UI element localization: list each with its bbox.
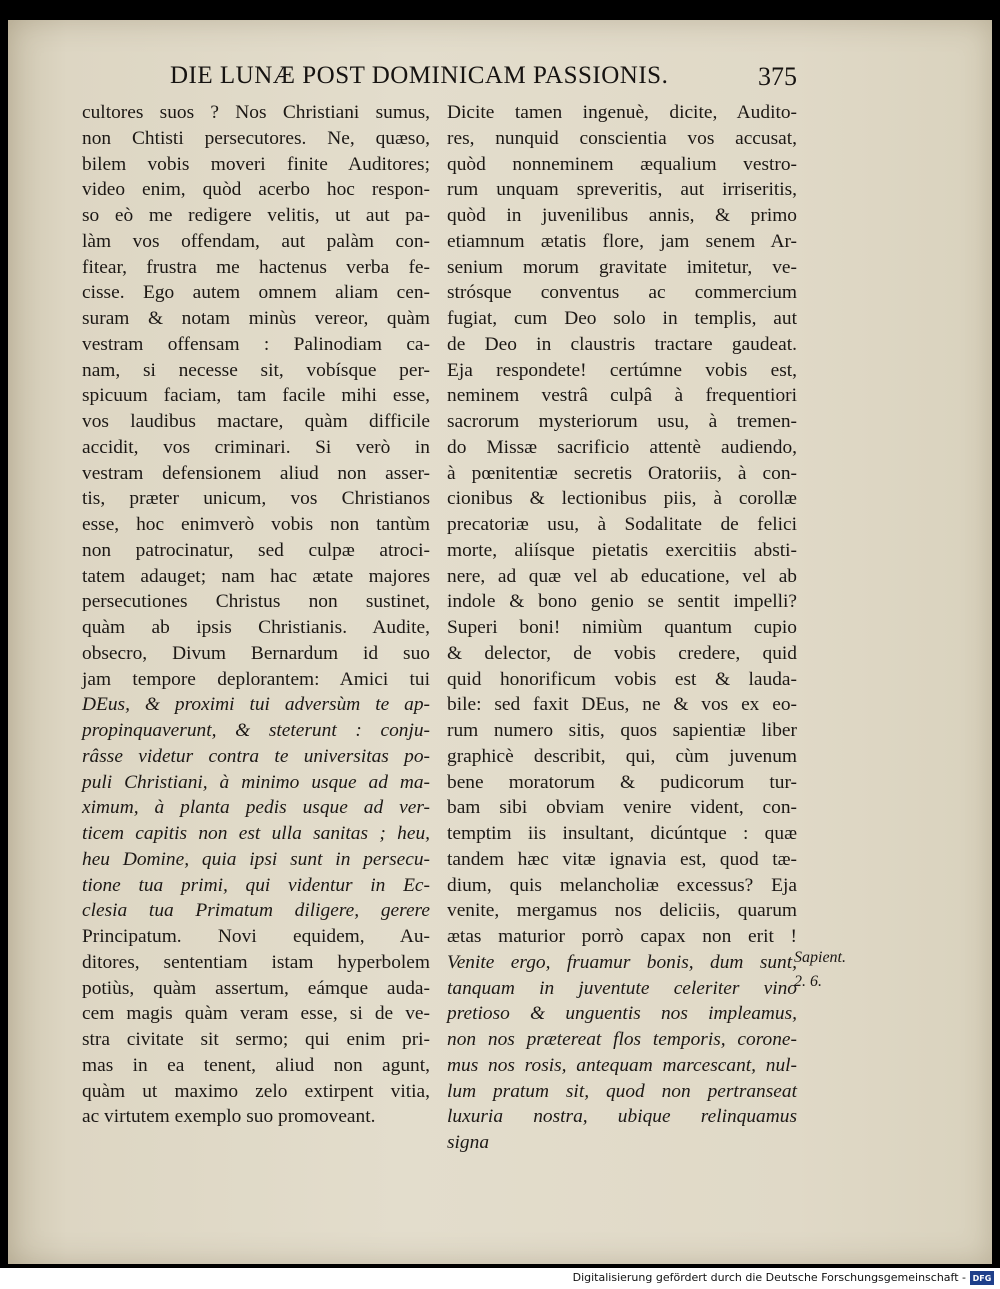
text-line: quid honorificum vobis est & lauda-: [447, 668, 797, 690]
text-line: tanquam in juventute celeriter vino: [447, 977, 797, 999]
text-line: Principatum. Novi equidem, Au-: [82, 926, 430, 947]
text-line: de Deo in claustris tractare gaudeat.: [447, 333, 797, 355]
text-line: râsse videtur contra te universitas po-: [82, 745, 430, 767]
text-line: Dicite tamen ingenuè, dicite, Audito-: [447, 102, 797, 123]
text-line: tione tua primi, qui videntur in Ec-: [82, 874, 430, 896]
text-line: nere, ad quæ vel ab educatione, vel ab: [447, 565, 797, 587]
text-line: morte, aliísque pietatis exercitiis absti-: [447, 539, 797, 561]
text-line: non Chtisti persecutores. Ne, quæso,: [82, 127, 430, 149]
text-line: so eò me redigere velitis, ut aut pa-: [82, 205, 430, 226]
text-line: ætas maturior porrò capax non erit !: [447, 926, 797, 947]
left-text-column: [82, 100, 430, 1130]
text-line: quàm ab ipsis Christianis. Audite,: [82, 617, 430, 638]
text-line: quàm ut maximo zelo extirpent vitia,: [82, 1080, 430, 1102]
text-line: persecutiones Christus non sustinet,: [82, 591, 430, 613]
text-line: venite, mergamus nos deliciis, quarum: [447, 900, 797, 922]
text-line: cisse. Ego autem omnem aliam cen-: [82, 282, 430, 304]
footer-bar: [0, 1268, 1000, 1289]
text-line: potiùs, quàm assertum, eámque auda-: [82, 977, 430, 999]
text-line: accidit, vos criminari. Si verò in: [82, 436, 430, 458]
text-line: mus nos rosis, antequam marcescant, nul-: [447, 1054, 797, 1076]
text-line: à pœnitentiæ secretis Oratoriis, à con-: [447, 462, 797, 484]
text-line: signa: [447, 1132, 490, 1153]
text-line: propinquaverunt, & steterunt : conju-: [82, 720, 430, 741]
text-line: DEus, & proximi tui adversùm te ap-: [82, 694, 430, 716]
text-line: neminem vestrâ culpâ à frequentiori: [447, 385, 797, 407]
text-line: tandem hæc vitæ ignavia est, quod tæ-: [447, 848, 797, 870]
text-line: quòd in juvenilibus annis, & primo: [447, 205, 797, 226]
text-line: ticem capitis non est ulla sanitas ; heu,: [82, 823, 430, 844]
text-line: strósque conventus ac commercium: [447, 282, 797, 304]
text-line: spicuum faciam, tam facile mihi esse,: [82, 385, 430, 407]
funding-notice: Digitalisierung gefördert durch die Deutsche Forschungsgemeinschaft -: [572, 1271, 966, 1284]
text-line: senium morum gravitate imitetur, ve-: [447, 256, 797, 278]
text-line: mas in ea tenent, aliud non agunt,: [82, 1054, 430, 1076]
text-line: heu Domine, quia ipsi sunt in persecu-: [82, 848, 430, 870]
text-line: video enim, quòd acerbo hoc respon-: [82, 179, 430, 201]
text-line: vos laudibus mactare, quàm difficile: [82, 411, 430, 432]
text-line: bilem vobis moveri finite Auditores;: [82, 153, 430, 175]
text-line: do Missæ sacrificio attentè audiendo,: [447, 436, 797, 458]
text-line: Venite ergo, fruamur bonis, dum sunt,: [447, 951, 797, 973]
text-line: pretioso & unguentis nos impleamus,: [447, 1003, 797, 1025]
text-line: cem magis quàm veram esse, si de ve-: [82, 1003, 430, 1025]
marginal-citation-line: Sapient.: [794, 949, 846, 966]
text-line: Superi boni! nimiùm quantum cupio: [447, 617, 797, 638]
text-line: jam tempore deplorantem: Amici tui: [82, 668, 430, 690]
text-line: Eja respondete! certúmne vobis est,: [447, 359, 797, 381]
running-head: DIE LUNÆ POST DOMINICAM PASSIONIS.: [170, 62, 669, 89]
text-line: bam sibi obviam venire vident, con-: [447, 797, 797, 819]
text-line: quòd nonneminem æqualium vestro-: [447, 153, 797, 175]
text-line: res, nunquid conscientia vos accusat,: [447, 127, 797, 149]
text-line: luxuria nostra, ubique relinquamus: [447, 1106, 797, 1128]
page-number: 375: [758, 62, 797, 91]
text-line: fugiat, cum Deo solo in templis, aut: [447, 308, 797, 329]
text-line: clesia tua Primatum diligere, gerere: [82, 900, 430, 922]
marginal-citation: [794, 946, 846, 994]
text-line: làm vos offendam, aut palàm con-: [82, 230, 430, 252]
dfg-logo-icon: DFG: [970, 1271, 994, 1285]
text-line: etiamnum ætatis flore, jam senem Ar-: [447, 230, 797, 252]
text-line: obsecro, Divum Bernardum id suo: [82, 642, 430, 664]
text-line: dium, quis melancholiæ excessus? Eja: [447, 874, 797, 896]
text-line: cultores suos ? Nos Christiani sumus,: [82, 102, 430, 123]
text-line: tatem adauget; nam hac ætate majores: [82, 565, 430, 587]
text-line: fitear, frustra me hactenus verba fe-: [82, 256, 430, 278]
text-line: stra civitate sit sermo; qui enim pri-: [82, 1029, 430, 1050]
text-line: vestram offensam : Palinodiam ca-: [82, 333, 430, 355]
text-line: ac virtutem exemplo suo promoveant.: [82, 1106, 376, 1128]
text-line: indole & bono genio se sentit impelli?: [447, 591, 797, 613]
text-line: & delector, de vobis credere, quid: [447, 642, 797, 664]
text-line: tis, præter unicum, vos Christianos: [82, 488, 430, 510]
text-line: suram & notam minùs vereor, quàm: [82, 308, 430, 329]
text-line: bile: sed faxit DEus, ne & vos ex eo-: [447, 694, 797, 716]
text-line: non patrocinatur, sed culpæ atroci-: [82, 539, 430, 561]
text-line: ximum, à planta pedis usque ad ver-: [82, 797, 430, 819]
text-line: vestram defensionem aliud non asser-: [82, 462, 430, 484]
text-line: temptim iis insultant, dicúntque : quæ: [447, 823, 797, 844]
text-line: ditores, sententiam istam hyperbolem: [82, 951, 430, 973]
text-line: puli Christiani, à minimo usque ad ma-: [82, 771, 430, 793]
text-line: bene moratorum & pudicorum tur-: [447, 771, 797, 793]
text-line: lum pratum sit, quod non pertranseat: [447, 1080, 797, 1102]
text-line: cionibus & lectionibus piis, à corollæ: [447, 488, 797, 510]
marginal-citation-line: 2. 6.: [794, 973, 822, 990]
text-line: precatoriæ usu, à Sodalitate de felici: [447, 514, 797, 535]
text-line: sacrorum mysteriorum usu, à tremen-: [447, 411, 797, 432]
right-text-column: [447, 100, 797, 1156]
text-line: nam, si necesse sit, vobísque per-: [82, 359, 430, 381]
text-line: rum unquam spreveritis, aut irriseritis,: [447, 179, 797, 201]
text-line: graphicè describit, qui, cùm juvenum: [447, 745, 797, 767]
text-line: esse, hoc enimverò vobis non tantùm: [82, 514, 430, 535]
text-line: rum numero sitis, quos sapientiæ liber: [447, 720, 797, 741]
text-line: non nos prætereat flos temporis, corone-: [447, 1029, 797, 1050]
